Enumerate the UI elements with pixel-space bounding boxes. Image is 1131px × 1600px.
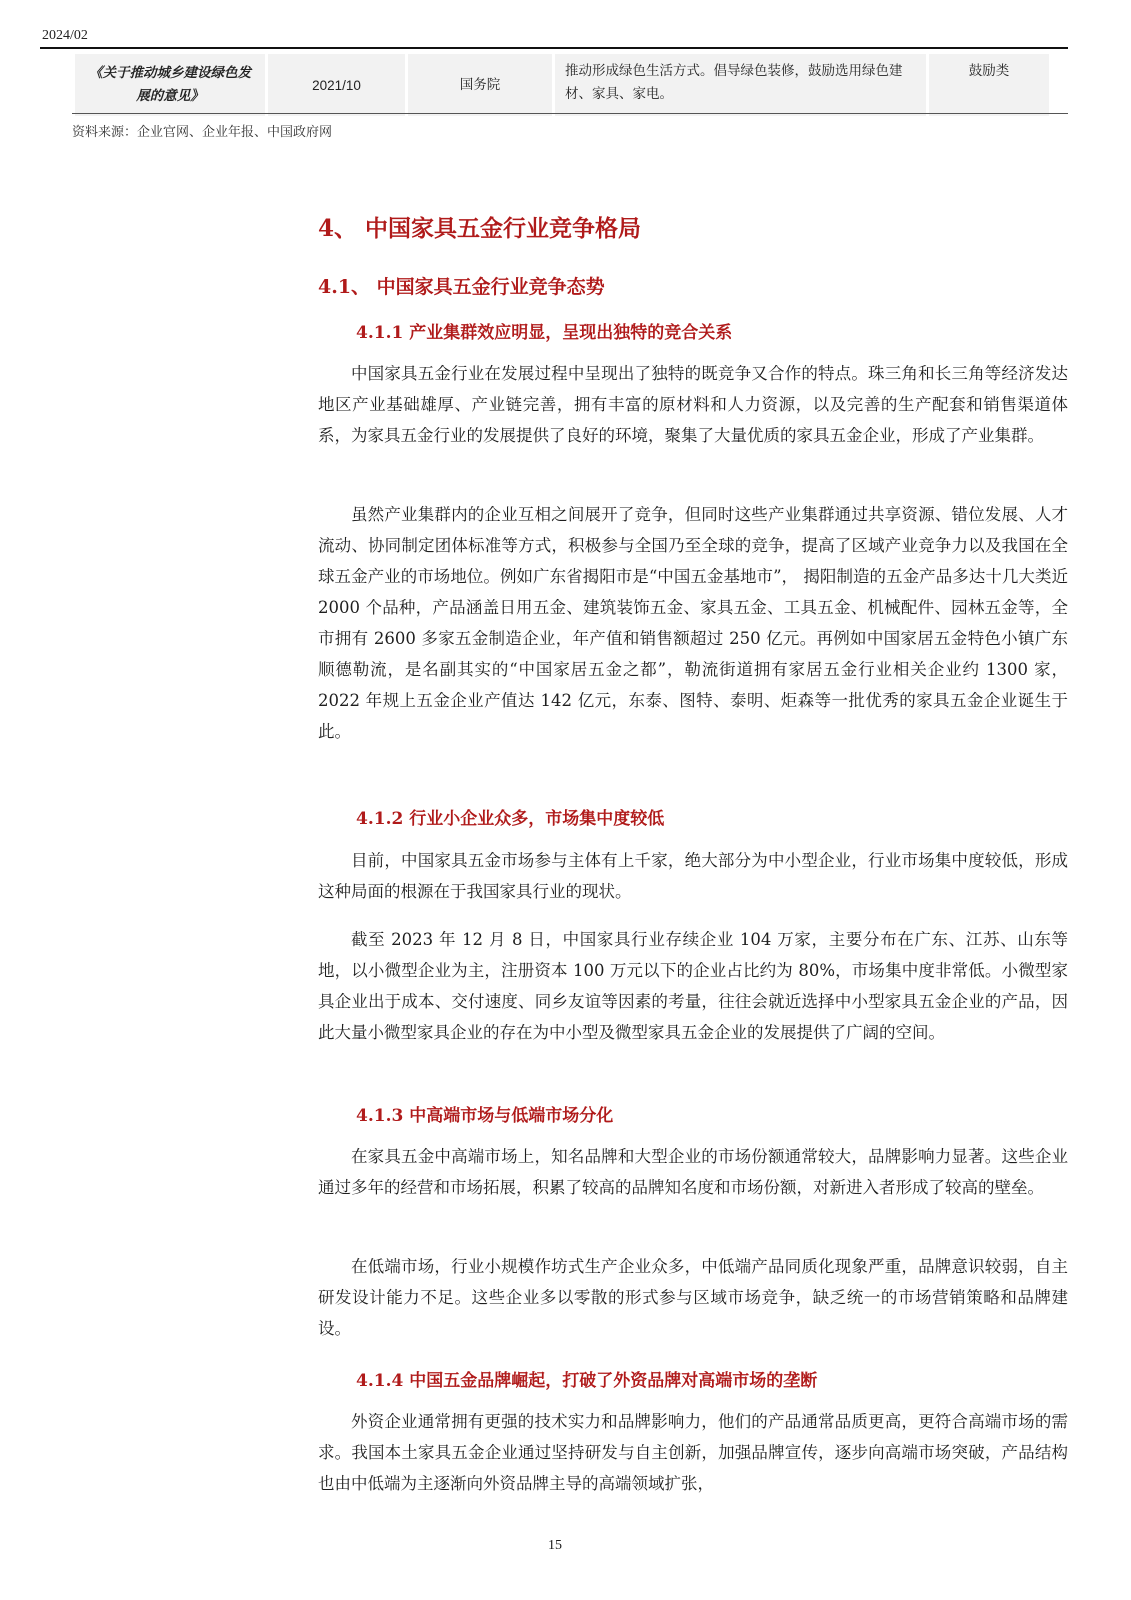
header-date: 2024/02 <box>42 28 88 43</box>
policy-type-cell: 鼓励类 <box>929 54 1049 116</box>
header-rule <box>40 47 1068 49</box>
subsection-heading: 4.1、 中国家具五金行业竞争态势 <box>318 276 605 298</box>
paragraph: 截至 2023 年 12 月 8 日，中国家具行业存续企业 104 万家，主要分布在广东、江苏、山东等地，以小微型企业为主，注册资本 100 万元以下的企业占比约为 80%，市场集中度非常低。小微型家具企业出于成本、交付速度、同乡友谊等因素的考量，往往会就近选择中小型家具五金企业的产品，因此大量小微型家具企业的存在为中小型及微型家具五金企业的发展提供了广阔的空间。 <box>318 930 1068 1042</box>
heading-4-1-4: 4.1.4 中国五金品牌崛起，打破了外资品牌对高端市场的垄断 <box>356 1371 818 1391</box>
policy-date-cell: 2021/10 <box>268 54 405 116</box>
table-bottom-rule <box>72 113 1068 114</box>
paragraph: 外资企业通常拥有更强的技术实力和品牌影响力，他们的产品通常品质更高，更符合高端市场的需求。我国本土家具五金企业通过坚持研发与自主创新，加强品牌宣传，逐步向高端市场突破，产品结构也由中低端为主逐渐向外资品牌主导的高端领域扩张， <box>318 1412 1068 1493</box>
policy-table <box>72 54 1052 116</box>
heading-4-1-1: 4.1.1 产业集群效应明显，呈现出独特的竞合关系 <box>356 323 733 343</box>
paragraph: 虽然产业集群内的企业互相之间展开了竞争，但同时这些产业集群通过共享资源、错位发展、人才流动、协同制定团体标准等方式，积极参与全国乃至全球的竞争，提高了区域产业竞争力以及我国在全球五金产业的市场地位。例如广东省揭阳市是“中国五金基地市”， 揭阳制造的五金产品多达十几大类近 2000 个品种，产品涵盖日用五金、建筑装饰五金、家具五金、工具五金、机械配件、园林五金等，全市拥有 2600 多家五金制造企业，年产值和销售额超过 250 亿元。再例如中国家居五金特色小镇广东顺德勒流，是名副其实的“中国家居五金之都”，勒流街道拥有家居五金行业相关企业约 1300 家，2022 年规上五金企业产值达 142 亿元，东泰、图特、泰明、炬森等一批优秀的家具五金企业诞生于此。 <box>318 505 1068 741</box>
section-heading: 4、 中国家具五金行业竞争格局 <box>318 215 642 242</box>
source-note: 资料来源：企业官网、企业年报、中国政府网 <box>72 125 333 140</box>
policy-name-cell: 《关于推动城乡建设绿色发展的意见》 <box>75 54 265 116</box>
paragraph: 中国家具五金行业在发展过程中呈现出了独特的既竞争又合作的特点。珠三角和长三角等经济发达地区产业基础雄厚、产业链完善，拥有丰富的原材料和人力资源，以及完善的生产配套和销售渠道体系，为家具五金行业的发展提供了良好的环境，聚集了大量优质的家具五金企业，形成了产业集群。 <box>318 364 1068 445</box>
paragraph: 目前，中国家具五金市场参与主体有上千家，绝大部分为中小型企业，行业市场集中度较低，形成这种局面的根源在于我国家具行业的现状。 <box>318 851 1068 901</box>
page-number: 15 <box>548 1538 562 1553</box>
paragraph: 在家具五金中高端市场上，知名品牌和大型企业的市场份额通常较大，品牌影响力显著。这些企业通过多年的经营和市场拓展，积累了较高的品牌知名度和市场份额，对新进入者形成了较高的壁垒。 <box>318 1147 1068 1197</box>
heading-4-1-2: 4.1.2 行业小企业众多，市场集中度较低 <box>356 809 665 829</box>
table-row <box>75 54 1049 116</box>
heading-4-1-3: 4.1.3 中高端市场与低端市场分化 <box>356 1106 614 1126</box>
policy-department-cell: 国务院 <box>408 54 552 116</box>
policy-content-cell: 推动形成绿色生活方式。倡导绿色装修，鼓励选用绿色建材、家具、家电。 <box>555 54 926 116</box>
paragraph: 在低端市场，行业小规模作坊式生产企业众多，中低端产品同质化现象严重，品牌意识较弱，自主研发设计能力不足。这些企业多以零散的形式参与区域市场竞争，缺乏统一的市场营销策略和品牌建设。 <box>318 1257 1068 1338</box>
